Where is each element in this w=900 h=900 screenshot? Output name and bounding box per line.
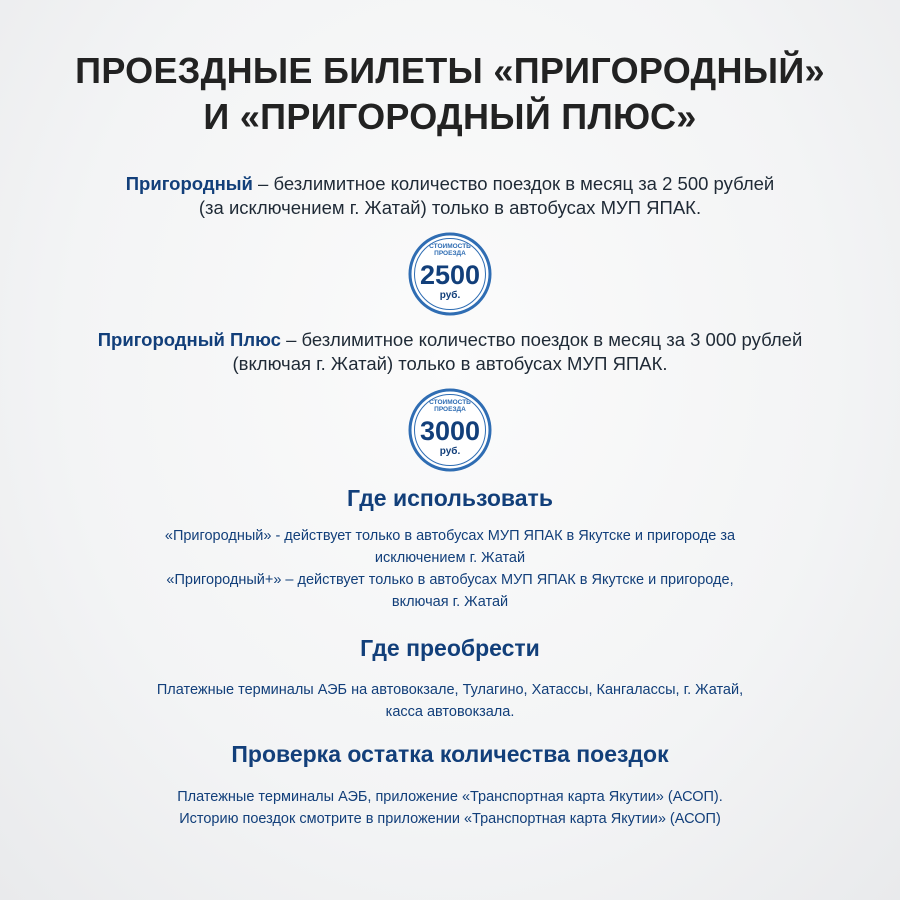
ticket-description-prigorodny	[0, 172, 900, 220]
title-line-2: И «ПРИГОРОДНЫЙ ПЛЮС»	[203, 96, 697, 137]
ticket-desc-text-2: (включая г. Жатай) только в автобусах МУП ЯПАК.	[232, 353, 668, 374]
ticket-desc-text: – безлимитное количество поездок в месяц за 3 000 рублей	[280, 329, 803, 350]
price-badge-2500	[408, 232, 492, 316]
where-buy-line: касса автовокзала.	[385, 704, 515, 720]
ticket-desc-text: – безлимитное количество поездок в месяц за 2 500 рублей	[252, 173, 775, 194]
where-use-line: исключением г. Жатай	[374, 550, 526, 566]
where-use-text	[0, 525, 900, 613]
page-title	[0, 48, 900, 140]
ticket-description-prigorodny-plus	[0, 328, 900, 376]
where-buy-text	[0, 679, 900, 723]
ticket-desc-text-2: (за исключением г. Жатай) только в автобусах МУП ЯПАК.	[198, 197, 702, 218]
title-line-1: ПРОЕЗДНЫЕ БИЛЕТЫ «ПРИГОРОДНЫЙ»	[75, 50, 825, 91]
where-use-line: «Пригородный+» – действует только в автобусах МУП ЯПАК в Якутске и пригороде,	[166, 572, 734, 588]
ticket-name: Пригородный	[125, 173, 253, 194]
check-text	[0, 786, 900, 830]
where-buy-line: Платежные терминалы АЭБ на автовокзале, Тулагино, Хатассы, Кангалассы, г. Жатай,	[156, 682, 744, 698]
badge-unit: руб.	[439, 290, 461, 301]
badge-caption-1: СТОИМОСТЬ	[429, 243, 471, 250]
badge-unit: руб.	[439, 446, 461, 457]
where-use-line: «Пригородный» - действует только в автобусах МУП ЯПАК в Якутске и пригороде за	[164, 528, 736, 544]
check-heading: Проверка остатка количества поездок	[231, 741, 669, 767]
badge-caption-2: ПРОЕЗДА	[434, 250, 466, 257]
where-buy-heading: Где преобрести	[360, 635, 540, 661]
badge-price: 2500	[419, 260, 481, 290]
badge-caption-2: ПРОЕЗДА	[434, 406, 466, 413]
check-line: Историю поездок смотрите в приложении «Транспортная карта Якутии» (АСОП)	[179, 811, 721, 827]
badge-caption-1: СТОИМОСТЬ	[429, 399, 471, 406]
check-line: Платежные терминалы АЭБ, приложение «Транспортная карта Якутии» (АСОП).	[177, 789, 723, 805]
badge-price: 3000	[419, 416, 481, 446]
where-use-line: включая г. Жатай	[391, 594, 509, 610]
ticket-name: Пригородный Плюс	[97, 329, 281, 350]
price-badge-3000	[408, 388, 492, 472]
where-use-heading: Где использовать	[347, 485, 553, 511]
